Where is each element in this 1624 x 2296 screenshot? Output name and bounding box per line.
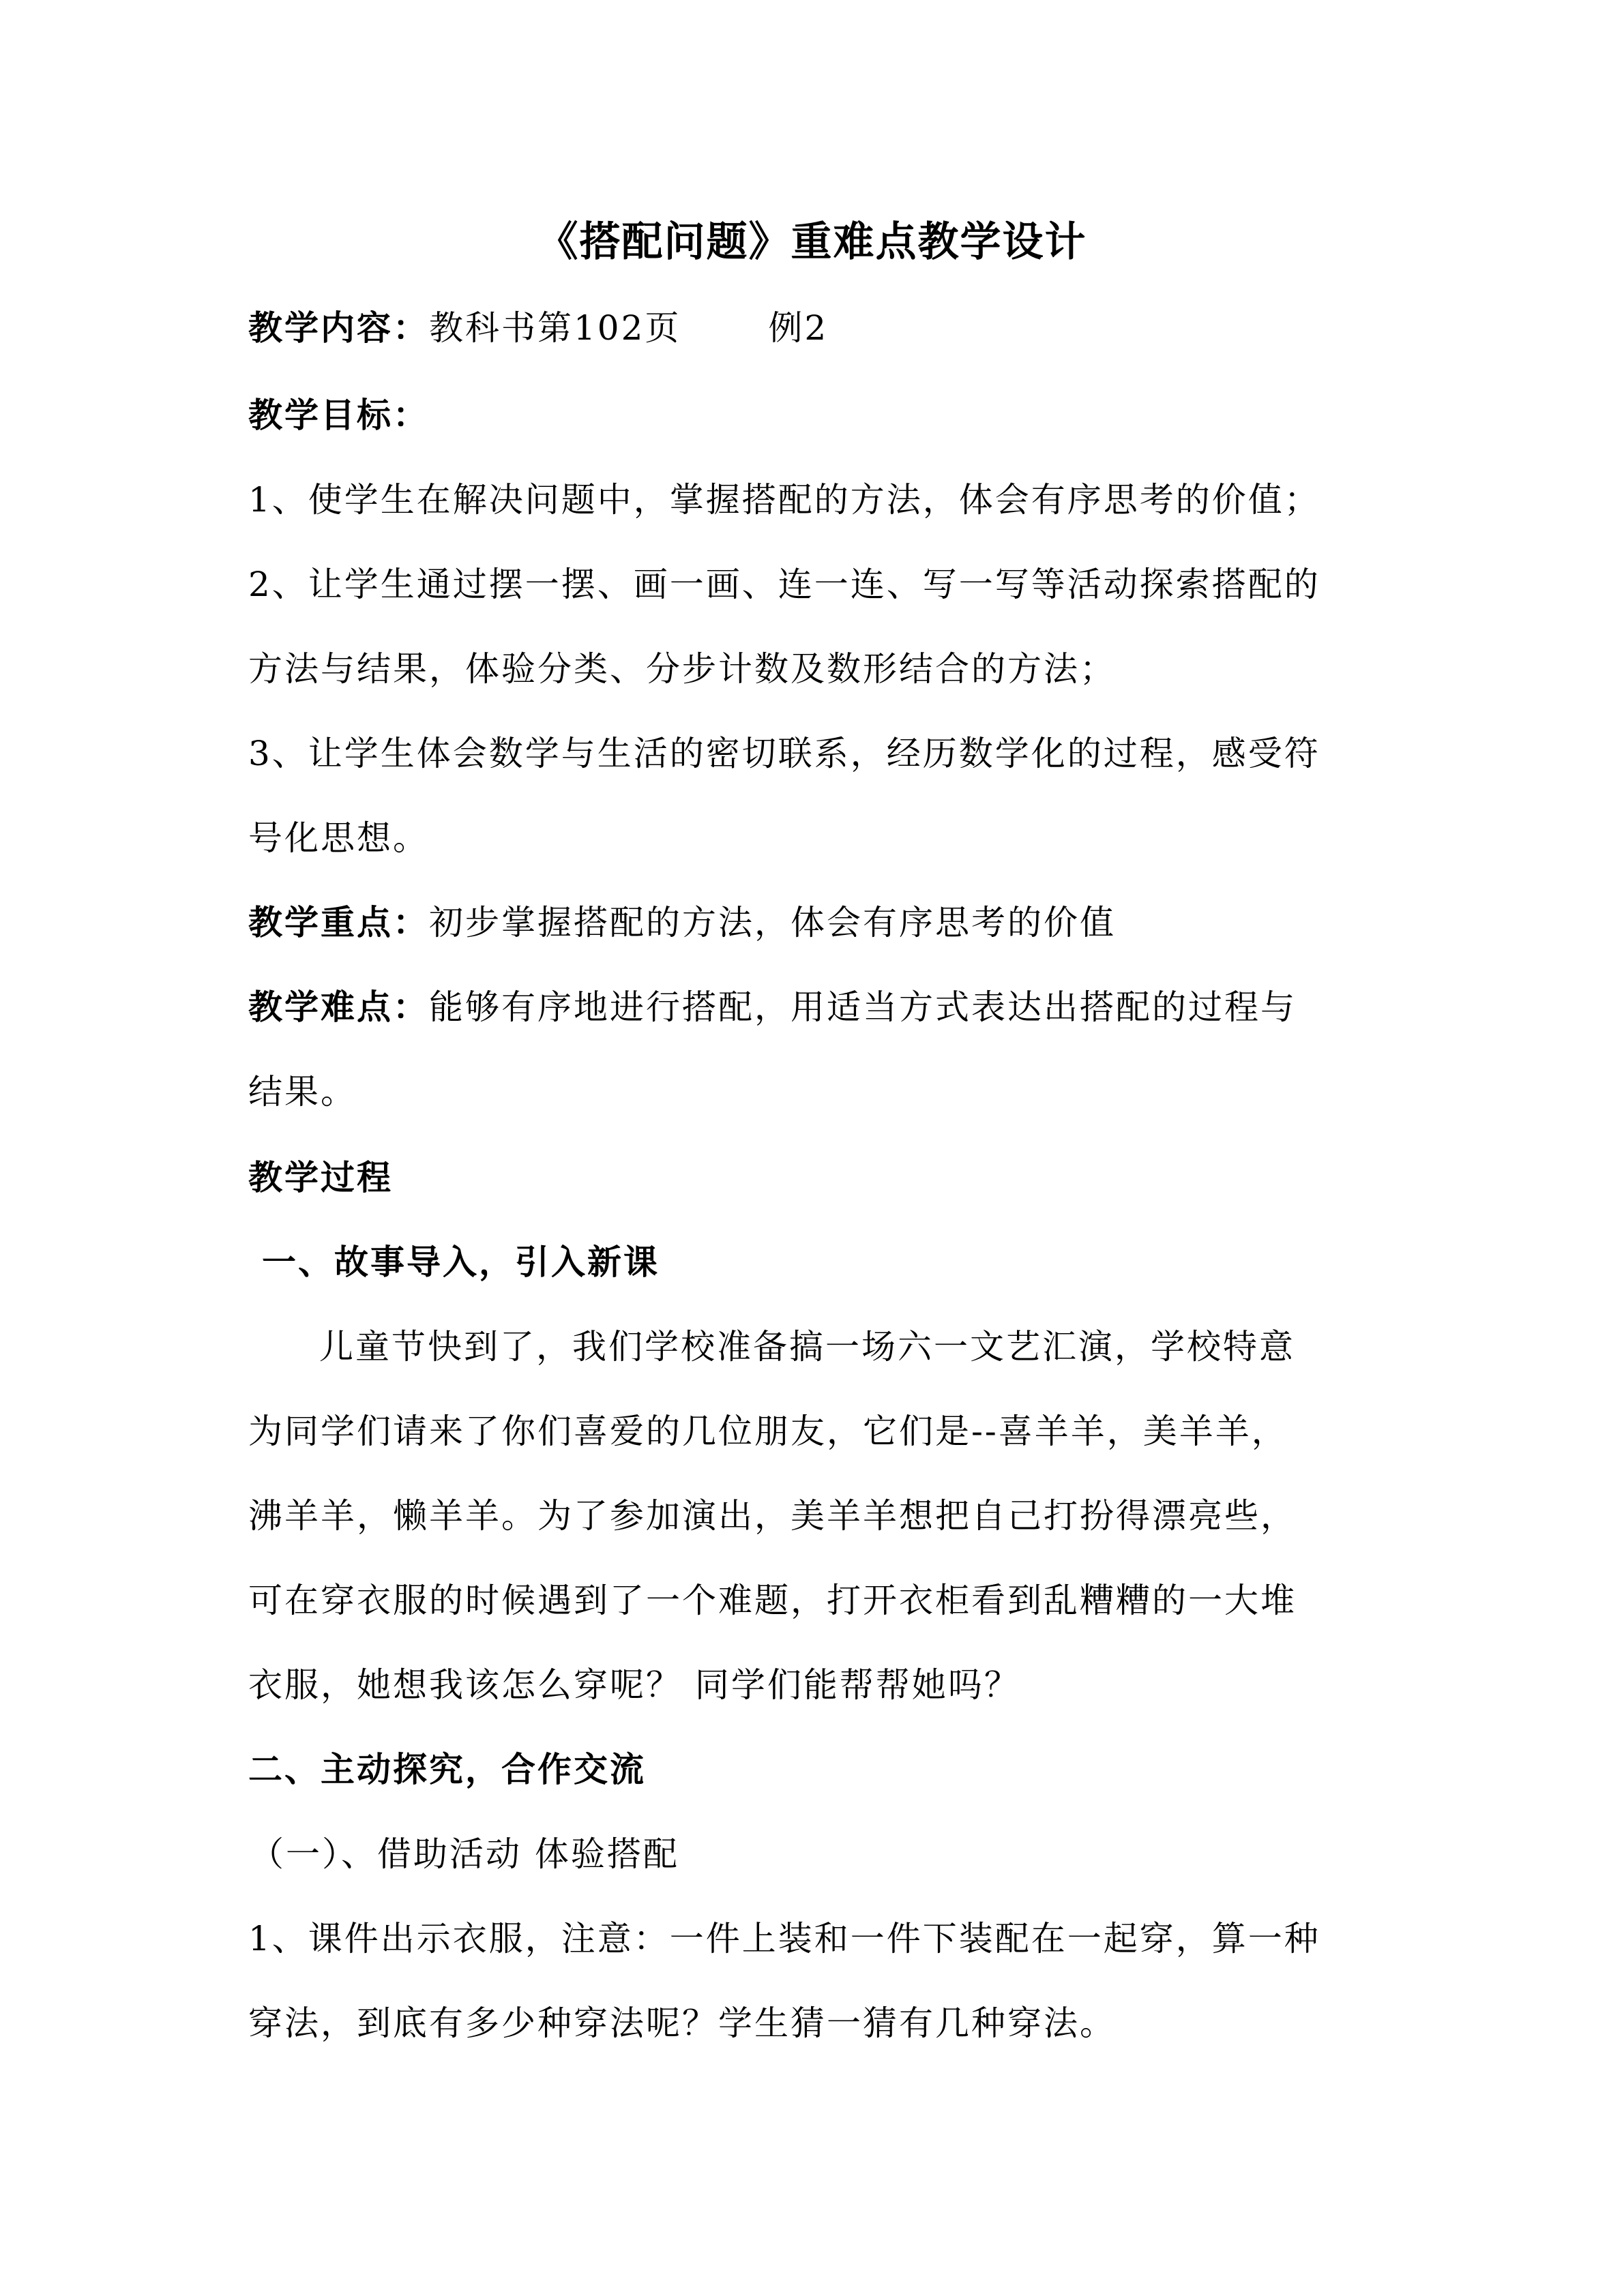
document-title: 《搭配问题》重难点教学设计 [537,218,1087,266]
story-line-2: 为同学们请来了你们喜爱的几位朋友，它们是--喜羊羊，美羊羊， [248,1412,1288,1451]
subsection-1-title: （一）、借助活动 体验搭配 [250,1834,679,1874]
teaching-difficulty-label: 教学难点： [248,987,429,1027]
teaching-difficulty-line-2: 结果。 [248,1072,357,1112]
teaching-difficulty-text: 能够有序地进行搭配，用适当方式表达出搭配的过程与 [429,987,1297,1027]
section-1-title: 一、故事导入，引入新课 [262,1242,660,1282]
goal-2-line-2: 方法与结果，体验分类、分步计数及数形结合的方法； [248,649,1116,689]
teaching-difficulty-line [248,986,1297,1028]
goal-1: 1、使学生在解决问题中，掌握搭配的方法，体会有序思考的价值； [248,480,1320,520]
teaching-content-line [248,307,828,349]
teaching-content-label: 教学内容： [248,308,429,348]
teaching-key-label: 教学重点： [248,902,429,942]
teaching-content-example: 例2 [768,308,829,348]
teaching-content-text: 教科书第102页 [429,308,681,348]
teaching-process-label: 教学过程 [248,1157,393,1197]
story-line-3: 沸羊羊，懒羊羊。为了参加演出，美羊羊想把自己打扮得漂亮些， [248,1496,1297,1536]
goal-3-line-2: 号化思想。 [248,818,429,858]
goal-2-line-1: 2、让学生通过摆一摆、画一画、连一连、写一写等活动探索搭配的 [248,565,1320,604]
goal-3-line-1: 3、让学生体会数学与生活的密切联系，经历数学化的过程，感受符 [248,734,1320,773]
story-line-1: 儿童节快到了，我们学校准备搞一场六一文艺汇演，学校特意 [319,1327,1295,1367]
story-line-4: 可在穿衣服的时候遇到了一个难题，打开衣柜看到乱糟糟的一大堆 [248,1581,1297,1620]
teaching-goals-label: 教学目标： [248,395,429,435]
section-2-title: 二、主动探究，合作交流 [248,1749,646,1789]
item-1-line-2: 穿法，到底有多少种穿法呢？学生猜一猜有几种穿法。 [248,2003,1116,2043]
story-line-5: 衣服，她想我该怎么穿呢？ 同学们能帮帮她吗？ [248,1665,1020,1705]
teaching-key-text: 初步掌握搭配的方法，体会有序思考的价值 [429,903,1116,942]
teaching-key-line [248,901,1116,944]
item-1-line-1: 1、课件出示衣服，注意：一件上装和一件下装配在一起穿，算一种 [248,1919,1320,1958]
